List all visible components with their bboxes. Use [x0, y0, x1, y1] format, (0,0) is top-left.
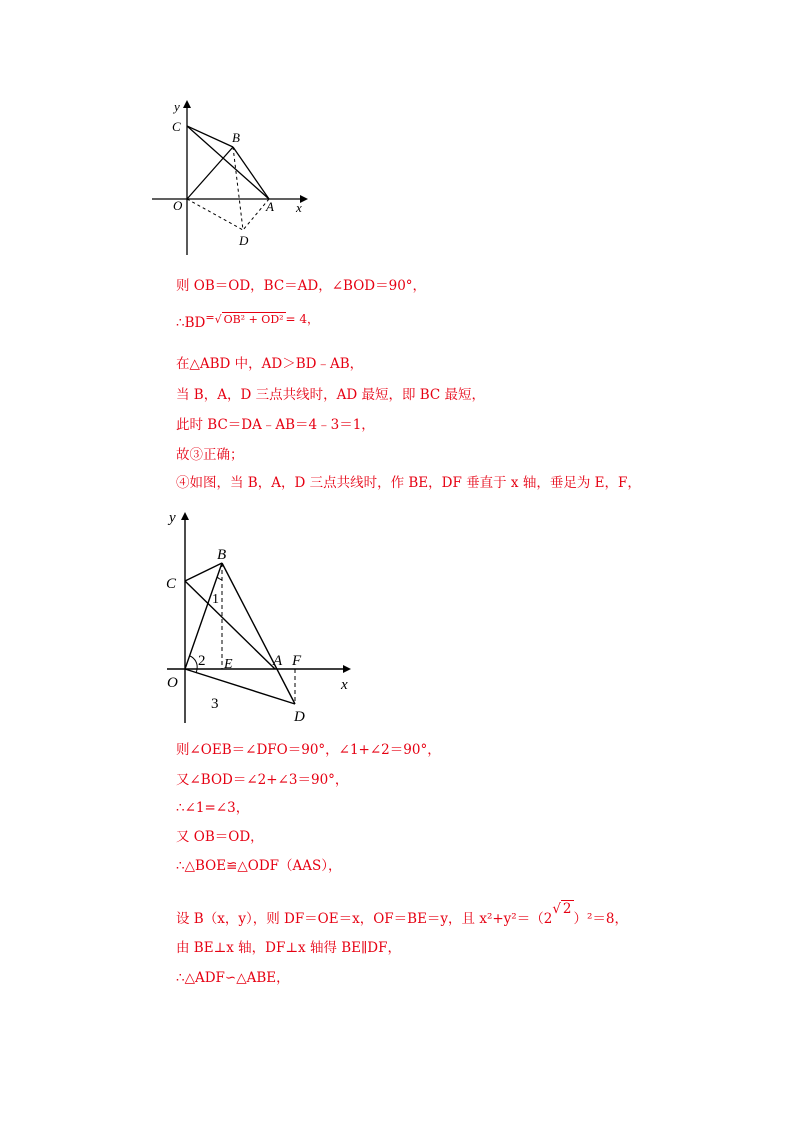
text-line-14: 由 BE⊥x 轴，DF⊥x 轴得 BE∥DF，	[176, 940, 401, 956]
bd-eq: =	[205, 311, 215, 324]
text-line-6: 故③正确；	[176, 447, 244, 463]
label-angle-1: 1	[212, 592, 219, 607]
segment-OD	[187, 199, 243, 230]
label-B: B	[217, 547, 227, 563]
text-line-1: 则 OB＝OD，BC＝AD，∠BOD＝90°，	[176, 278, 427, 294]
sqrt-two: √ 2	[552, 901, 572, 917]
text-line-11: 又 OB＝OD，	[176, 829, 264, 845]
segment-OB	[187, 147, 233, 199]
set-b-tail: ）²＝8，	[573, 911, 629, 927]
text-line-10: ∴∠1=∠3，	[176, 800, 250, 816]
label-B: B	[232, 130, 240, 145]
label-A: A	[266, 199, 274, 214]
figure-2	[155, 505, 365, 730]
label-D: D	[239, 233, 249, 248]
text-line-7: ④如图，当 B，A，D 三点共线时，作 BE，DF 垂直于 x 轴，垂足为 E，F，	[176, 475, 641, 491]
segment-CB	[187, 126, 233, 147]
text-line-15: ∴△ADF∽△ABE，	[176, 970, 290, 986]
label-x: x	[341, 677, 348, 693]
label-C: C	[166, 576, 177, 592]
label-D: D	[294, 709, 305, 725]
bd-prefix: ∴BD	[176, 315, 206, 331]
text-line-12: ∴△BOE≌△ODF（AAS），	[176, 858, 342, 874]
segment-OD	[185, 669, 295, 704]
segment-CA	[187, 126, 269, 199]
y-axis-arrow-icon	[183, 100, 191, 108]
sqrt-radicand: OB² + OD²	[223, 313, 284, 326]
text-line-8: 则∠OEB＝∠DFO＝90°，∠1+∠2＝90°，	[176, 742, 441, 758]
sqrt-expression: √ OB² + OD²	[214, 313, 284, 326]
text-line-2	[176, 308, 319, 333]
segment-BD	[222, 563, 295, 704]
angle-2-arc	[190, 656, 197, 669]
label-O: O	[167, 675, 178, 691]
text-line-4: 当 B，A，D 三点共线时，AD 最短，即 BC 最短，	[176, 387, 486, 403]
text-line-3: 在△ABD 中，AD＞BD﹣AB，	[176, 356, 364, 372]
bd-result: = 4，	[285, 312, 320, 326]
label-angle-3: 3	[211, 696, 219, 712]
y-axis-arrow-icon	[181, 512, 189, 520]
label-y: y	[169, 510, 176, 526]
sqrt-two-radicand: 2	[562, 901, 572, 917]
text-line-5: 此时 BC＝DA﹣AB＝4﹣3＝1，	[176, 417, 375, 433]
figure-1	[140, 95, 340, 265]
label-x: x	[296, 200, 302, 215]
label-angle-2: 2	[198, 653, 206, 669]
label-E: E	[224, 657, 233, 672]
label-O: O	[173, 198, 183, 213]
label-y: y	[174, 99, 180, 114]
angle-1-arc	[217, 577, 222, 580]
x-axis-arrow-icon	[343, 665, 351, 673]
label-C: C	[172, 119, 181, 134]
text-line-9: 又∠BOD＝∠2+∠3＝90°，	[176, 772, 349, 788]
label-A: A	[273, 653, 283, 669]
text-line-13	[176, 899, 628, 929]
label-F: F	[292, 653, 302, 669]
set-b-text: 设 B（x，y），则 DF＝OE＝x，OF＝BE＝y，且 x²+y²＝（2	[176, 911, 553, 927]
